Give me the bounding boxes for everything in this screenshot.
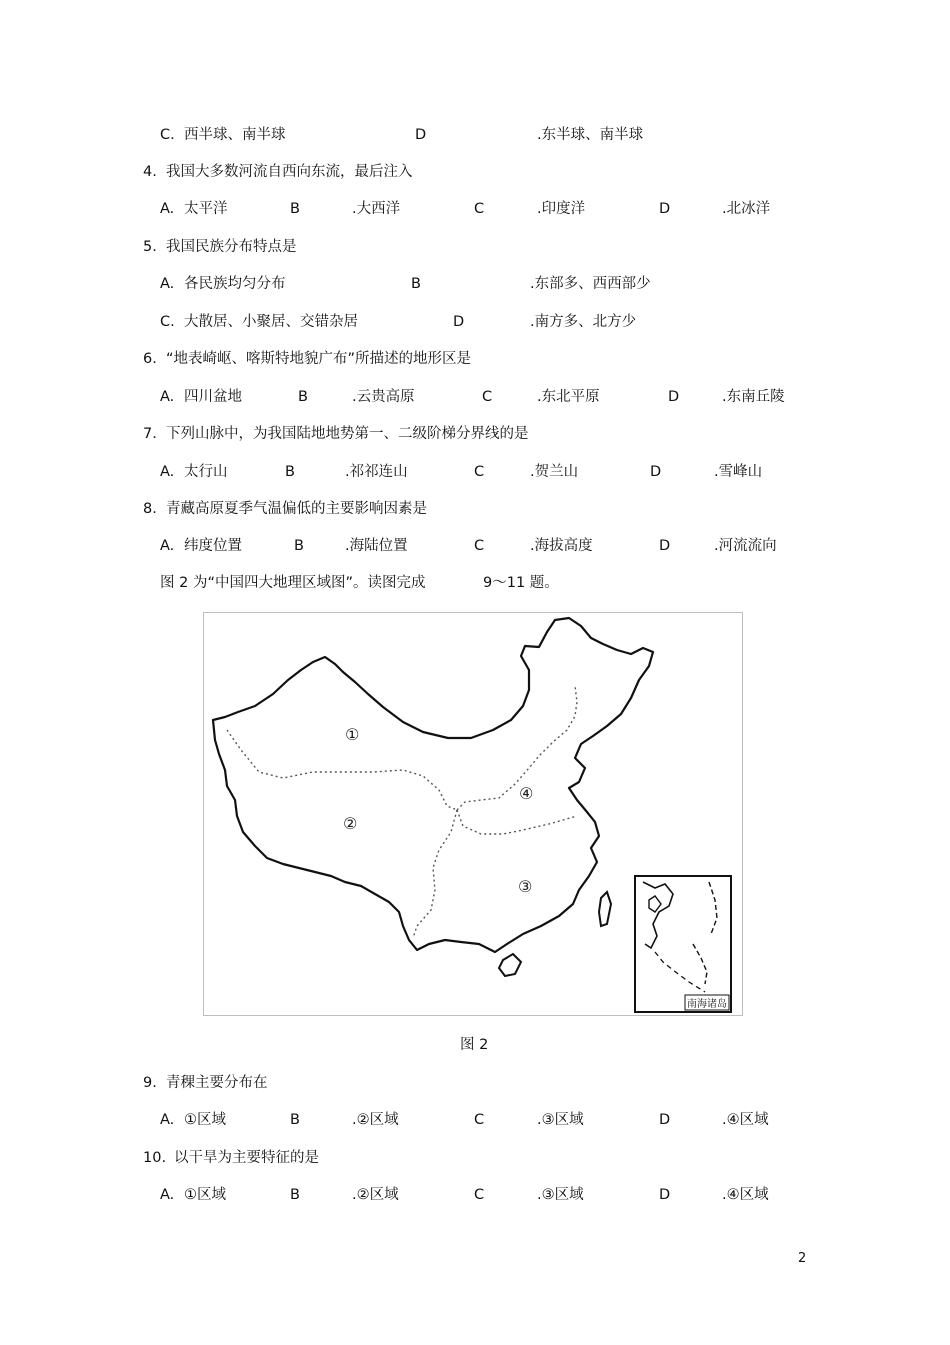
q4-a-text: 太平洋 [184,201,228,217]
q5-d-label: D [453,314,465,330]
q7-a-text: 太行山 [184,464,228,480]
q9-options [0,1109,950,1131]
figure-intro [0,572,950,594]
q6-d-text: .东南丘陵 [722,389,785,405]
q5-options-cd [0,311,950,333]
q10-a-text: ①区域 [184,1187,226,1203]
q3-options-cd [0,124,950,146]
q3-c-text: 西半球、南半球 [184,127,286,143]
q6-a-label: A. [160,389,175,405]
q9-a-text: ①区域 [184,1112,226,1128]
q8-b-text: .海陆位置 [345,538,408,554]
q4-c-label: C [474,201,485,217]
figure-intro-text: 图 2 为“中国四大地理区域图”。读图完成 [160,575,426,591]
q7-b-label: B [285,464,295,480]
q7-stem-text: 下列山脉中，为我国陆地地势第一、二级阶梯分界线的是 [166,426,529,442]
figure-intro-range: 9～11 题。 [483,575,559,591]
q5-options-ab [0,273,950,295]
q8-a-label: A. [160,538,175,554]
q7-stem [0,423,950,445]
q5-b-label: B [411,276,421,292]
q6-b-label: B [298,389,308,405]
q9-stem [0,1072,950,1094]
q10-stem [0,1147,950,1169]
q8-stem [0,498,950,520]
q9-b-text: .②区域 [352,1112,399,1128]
q10-d-label: D [659,1187,671,1203]
q5-d-text: .南方多、北方少 [530,314,637,330]
q7-a-label: A. [160,464,175,480]
q5-c-text: 大散居、小聚居、交错杂居 [184,314,358,330]
q4-stem-text: 我国大多数河流自西向东流，最后注入 [166,164,413,180]
q5-stem-text: 我国民族分布特点是 [166,239,297,255]
q5-b-text: .东部多、西西部少 [530,276,651,292]
figure-caption: 图 2 [460,1037,489,1053]
q7-c-label: C [474,464,485,480]
q9-a-label: A. [160,1112,175,1128]
region-3-label: ③ [518,877,533,896]
q8-options [0,535,950,557]
south-china-sea-inset [635,876,731,1012]
q10-options [0,1184,950,1206]
q3-c-label: C. [160,127,175,143]
q4-stem [0,161,950,183]
q9-b-label: B [290,1112,300,1128]
q5-a-label: A. [160,276,175,292]
q4-d-label: D [659,201,671,217]
region-2-label: ② [343,814,358,833]
page-number: 2 [798,1251,807,1266]
q8-c-label: C [474,538,485,554]
q4-a-label: A. [160,201,175,217]
q7-number: 7. [143,426,157,442]
q10-number: 10. [143,1150,167,1166]
q8-a-text: 纬度位置 [184,538,242,554]
q7-d-label: D [650,464,662,480]
q10-d-text: .④区域 [722,1187,769,1203]
q5-stem [0,236,950,258]
china-regions-map [203,612,743,1016]
q9-d-label: D [659,1112,671,1128]
inset-label: 南海诸岛 [687,999,727,1010]
q6-d-label: D [668,389,680,405]
q7-b-text: .祁祁连山 [345,464,408,480]
region-1-label: ① [345,725,360,744]
q3-d-text: .东半球、南半球 [537,127,644,143]
q7-options [0,461,950,483]
q9-c-text: .③区域 [537,1112,584,1128]
q7-c-text: .贺兰山 [530,464,579,480]
q8-stem-text: 青藏高原夏季气温偏低的主要影响因素是 [166,501,427,517]
q5-c-label: C. [160,314,175,330]
q8-number: 8. [143,501,157,517]
q6-stem-text: “地表崎岖、喀斯特地貌广布”所描述的地形区是 [166,351,472,367]
q3-d-label: D [415,127,427,143]
q8-d-label: D [659,538,671,554]
region-4-label: ④ [519,784,534,803]
q7-d-text: .雪峰山 [714,464,763,480]
q6-b-text: .云贵高原 [352,389,415,405]
q6-number: 6. [143,351,157,367]
q4-number: 4. [143,164,157,180]
q6-stem [0,348,950,370]
q9-d-text: .④区域 [722,1112,769,1128]
q9-number: 9. [143,1075,157,1091]
q8-d-text: .河流流向 [714,538,777,554]
q5-number: 5. [143,239,157,255]
q10-a-label: A. [160,1187,175,1203]
q5-a-text: 各民族均匀分布 [184,276,286,292]
q6-c-label: C [482,389,493,405]
q10-stem-text: 以干旱为主要特征的是 [174,1150,319,1166]
q10-c-text: .③区域 [537,1187,584,1203]
q4-options [0,198,950,220]
q6-c-text: .东北平原 [537,389,600,405]
q10-b-text: .②区域 [352,1187,399,1203]
q9-c-label: C [474,1112,485,1128]
q4-b-text: .大西洋 [352,201,401,217]
q4-b-label: B [290,201,300,217]
q8-b-label: B [294,538,304,554]
q8-c-text: .海拔高度 [530,538,593,554]
q4-c-text: .印度洋 [537,201,586,217]
q9-stem-text: 青稞主要分布在 [166,1075,268,1091]
q6-options [0,386,950,408]
q6-a-text: 四川盆地 [184,389,242,405]
q4-d-text: .北冰洋 [722,201,771,217]
q10-c-label: C [474,1187,485,1203]
q10-b-label: B [290,1187,300,1203]
